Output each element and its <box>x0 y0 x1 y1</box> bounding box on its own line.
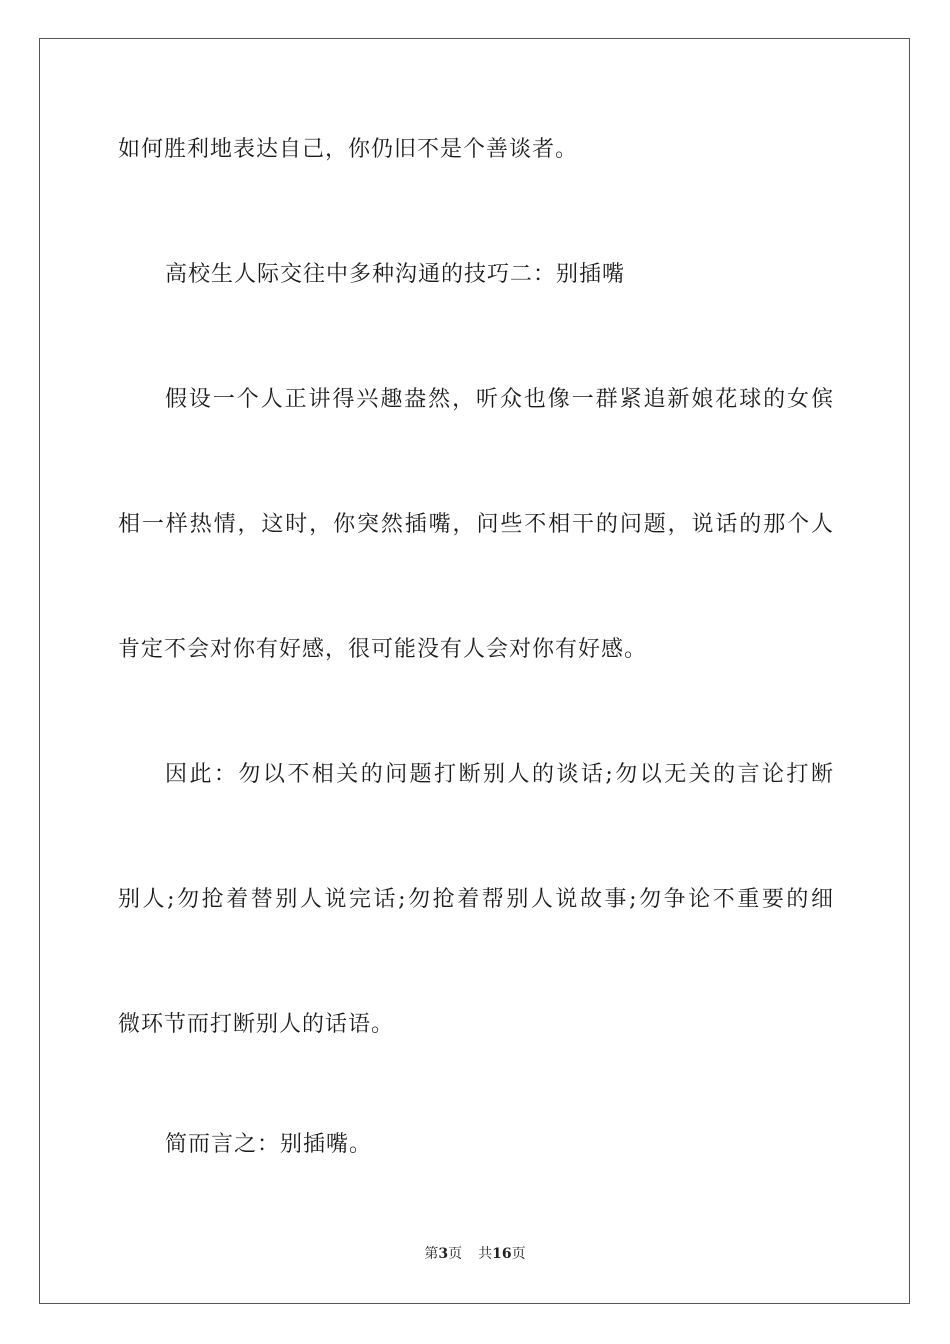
page-total-number: 16 <box>492 1246 512 1262</box>
paragraph-line: 相一样热情，这时，你突然插嘴，问些不相干的问题，说话的那个人 <box>118 512 834 537</box>
section-heading: 高校生人际交往中多种沟通的技巧二：别插嘴 <box>165 262 626 287</box>
paragraph-line: 别人;勿抢着替别人说完话;勿抢着帮别人说故事;勿争论不重要的细 <box>118 887 834 912</box>
paragraph-line: 微环节而打断别人的话语。 <box>118 1012 395 1037</box>
page-current-number: 3 <box>438 1246 449 1262</box>
page-suffix: 页 <box>448 1246 463 1262</box>
paragraph-line: 因此：勿以不相关的问题打断别人的谈话;勿以无关的言论打断 <box>165 762 834 787</box>
paragraph-line: 如何胜利地表达自己，你仍旧不是个善谈者。 <box>118 137 579 162</box>
total-prefix: 共 <box>478 1246 493 1262</box>
paragraph-line: 假设一个人正讲得兴趣盎然，听众也像一群紧追新娘花球的女傧 <box>165 387 834 412</box>
total-suffix: 页 <box>511 1246 526 1262</box>
page-prefix: 第 <box>424 1246 439 1262</box>
page-footer <box>0 1245 950 1263</box>
page-border <box>39 38 910 1304</box>
paragraph-line: 简而言之：别插嘴。 <box>165 1132 373 1157</box>
paragraph-line: 肯定不会对你有好感，很可能没有人会对你有好感。 <box>118 637 648 662</box>
